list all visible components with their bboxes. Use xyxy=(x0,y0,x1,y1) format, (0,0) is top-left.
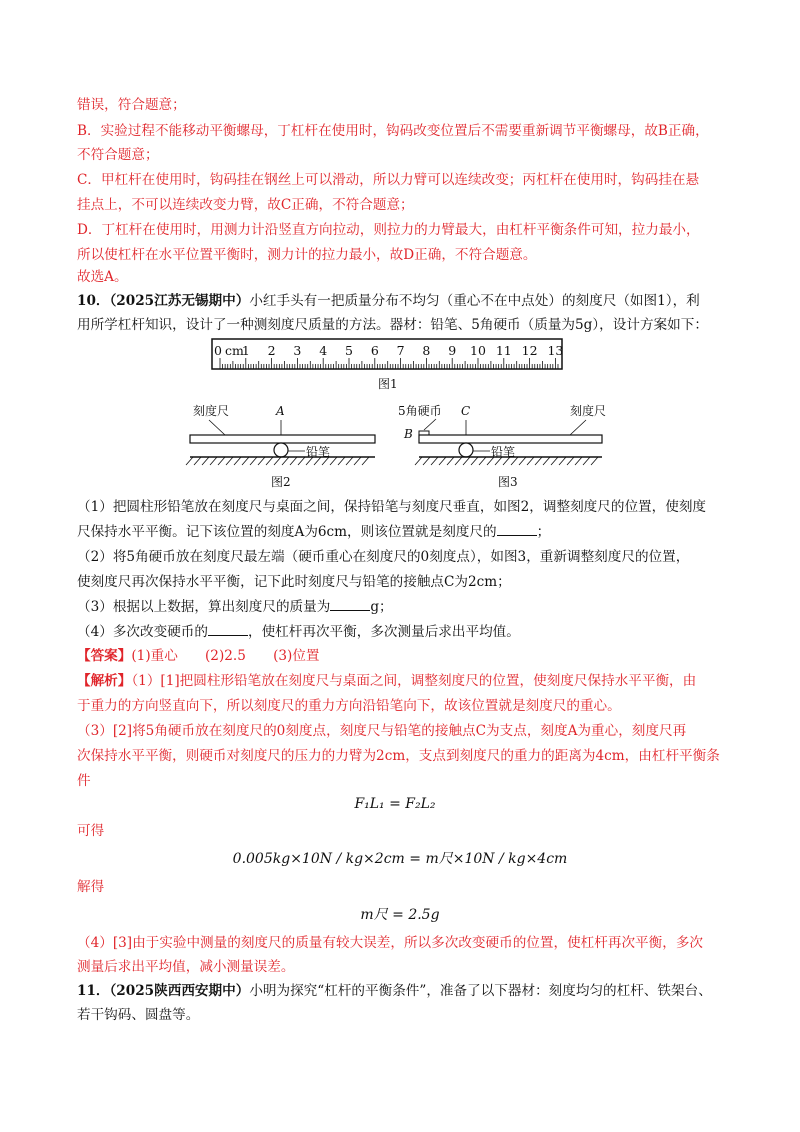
figure-2-point-a: A xyxy=(276,404,285,418)
figure-3 xyxy=(398,400,610,490)
ruler-tick-label: 3 xyxy=(293,343,302,358)
q11-stem-text: 小明为探究“杠杆的平衡条件”，准备了以下器材：刻度均匀的杠杆、铁架台、 xyxy=(249,983,712,999)
ground-hatch xyxy=(362,457,369,465)
figure-3-caption: 图3 xyxy=(498,475,518,489)
ground-hatch xyxy=(543,457,550,465)
figure-3-ruler-label: 刻度尺 xyxy=(570,404,607,418)
p9-line-4: C．甲杠杆在使用时，钩码挂在钢丝上可以滑动，所以力臂可以连续改变；丙杠杆在使用时，钩码挂在悬 xyxy=(77,172,700,188)
q10-step-4 xyxy=(77,621,520,643)
ground-hatch xyxy=(250,457,257,465)
q10-stem-line-1 xyxy=(77,290,700,312)
p9-line-6: D．丁杠杆在使用时，用测力计沿竖直方向拉动，则拉力的力臂最大，由杠杆平衡条件可知，拉力最小， xyxy=(77,222,700,238)
ruler-tick-label: 2 xyxy=(267,343,276,358)
q10-analysis-4: 次保持水平平衡，则硬币对刻度尺的压力的力臂为2cm，支点到刻度尺的重力的距离为4cm，由杠杆平衡条 xyxy=(77,748,720,764)
p9-line-8: 故选A。 xyxy=(77,269,128,285)
q10-blank-3[interactable] xyxy=(208,623,248,636)
ruler-unit-label: cm xyxy=(225,343,244,358)
ground-hatch xyxy=(551,457,558,465)
ground-hatch xyxy=(447,457,454,465)
ground-hatch xyxy=(218,457,225,465)
q10-step-1b-text: 尺保持水平平衡。记下该位置的刻度A为6cm，则该位置就是刻度尺的 xyxy=(77,524,497,540)
q10-analysis-2: 于重力的方向竖直向下，所以刻度尺的重力方向沿铅笔向下，故该位置就是刻度尺的重心。 xyxy=(77,698,621,714)
figure-2-caption: 图2 xyxy=(271,475,291,489)
ruler-tick-label: 9 xyxy=(448,343,457,358)
ground-hatch xyxy=(575,457,582,465)
ground-hatch xyxy=(258,457,265,465)
ground-hatch xyxy=(591,457,598,465)
ground-hatch xyxy=(439,457,446,465)
q10-stem-text: 小红手头有一把质量分布不均匀（重心不在中点处）的刻度尺（如图1），利 xyxy=(249,293,700,309)
ground-hatch xyxy=(338,457,345,465)
figure-2-ruler-label: 刻度尺 xyxy=(193,404,230,418)
q10-analysis-1 xyxy=(77,670,696,692)
figure-2-pencil-label: 铅笔 xyxy=(306,445,331,459)
q10-step-3 xyxy=(77,596,393,618)
q11-number: 11． xyxy=(77,983,110,999)
ground-hatch xyxy=(567,457,574,465)
q10-step-4-text: （4）多次改变硬币的 xyxy=(77,624,208,640)
q10-step-3-end: g； xyxy=(370,599,393,615)
p9-line-7: 所以使杠杆在水平位置平衡时，测力计的拉力最小，故D正确，不符合题意。 xyxy=(77,247,537,263)
q10-step-1b-end: ； xyxy=(536,524,551,540)
answer-tag: 【答案】 xyxy=(77,648,132,664)
ground-hatch xyxy=(266,457,273,465)
analysis-text-1: （1）[1]把圆柱形铅笔放在刻度尺与桌面之间，调整刻度尺的位置，使刻度尺保持水平平衡，由 xyxy=(131,673,697,689)
ground-hatch xyxy=(455,457,462,465)
q10-jiede: 解得 xyxy=(77,879,105,895)
figure-3-coin-label: 5角硬币 xyxy=(398,404,442,418)
q10-blank-2[interactable] xyxy=(330,598,370,611)
p9-line-3: 不符合题意； xyxy=(77,147,159,163)
ground-hatch xyxy=(298,457,305,465)
figure-2 xyxy=(185,400,380,490)
ground-hatch xyxy=(559,457,566,465)
analysis-tag: 【解析】 xyxy=(77,673,132,689)
figure-3-point-c: C xyxy=(461,404,471,418)
q10-step-1b xyxy=(77,521,550,543)
ground-hatch xyxy=(346,457,353,465)
p9-line-2: B．实验过程不能移动平衡螺母，丁杠杆在使用时，钩码改变位置后不需要重新调节平衡螺母，故B正确， xyxy=(77,123,709,139)
q11-source: （2025陕西西安期中） xyxy=(109,983,250,999)
ground-hatch xyxy=(186,457,193,465)
q10-analysis-7: 测量后求出平均值，减小测量误差。 xyxy=(77,959,295,975)
q10-analysis-5: 件 xyxy=(77,773,91,789)
ruler-tick-label: 6 xyxy=(370,343,379,358)
ground-hatch xyxy=(423,457,430,465)
p9-line-1: 错误，符合题意； xyxy=(77,97,186,113)
q10-step-2a: （2）将5角硬币放在刻度尺最左端（硬币重心在刻度尺的0刻度点），如图3，重新调整刻度尺的位置， xyxy=(77,549,690,565)
ruler-tick-label: 12 xyxy=(521,343,538,358)
ruler-tick-label: 5 xyxy=(345,343,353,358)
ruler-tick-label-zero: 0 xyxy=(214,343,222,358)
ruler-tick-label: 7 xyxy=(396,343,405,358)
figure-1-caption: 图1 xyxy=(378,377,398,391)
ground-hatch xyxy=(282,457,289,465)
figure-3-pencil-label: 铅笔 xyxy=(491,445,516,459)
q10-answer xyxy=(77,645,320,667)
ruler-tick-label: 10 xyxy=(470,343,486,358)
ground-hatch xyxy=(202,457,209,465)
q10-number: 10． xyxy=(77,293,110,309)
ground-hatch xyxy=(431,457,438,465)
figure-1-ruler xyxy=(208,336,568,398)
q10-analysis-3: （3）[2]将5角硬币放在刻度尺的0刻度点，刻度尺与铅笔的接触点C为支点，刻度A为重心，刻度尺再 xyxy=(77,723,687,739)
ground-hatch xyxy=(519,457,526,465)
formula-lever-balance: F₁L₁ = F₂L₂ xyxy=(354,796,436,812)
ruler-tick-label: 1 xyxy=(241,343,250,358)
q10-step-2b: 使刻度尺再次保持水平平衡，记下此时刻度尺与铅笔的接触点C为2cm； xyxy=(77,574,511,590)
coin xyxy=(419,431,429,435)
ruler-tick-label: 11 xyxy=(495,343,512,358)
ground-hatch xyxy=(242,457,249,465)
answer-text: (1)重心 (2)2.5 (3)位置 xyxy=(131,648,320,664)
ground-hatch xyxy=(415,457,422,465)
ruler-tick-label: 4 xyxy=(319,343,328,358)
ground-hatch xyxy=(274,457,281,465)
ground-hatch xyxy=(463,457,470,465)
formula-result: m尺 = 2.5g xyxy=(360,907,440,923)
q10-source: （2025江苏无锡期中） xyxy=(109,293,250,309)
q10-blank-1[interactable] xyxy=(497,523,537,536)
ground-hatch xyxy=(194,457,201,465)
q11-stem-line-1 xyxy=(77,980,712,1002)
ground-hatch xyxy=(527,457,534,465)
ground-hatch xyxy=(583,457,590,465)
ground-hatch xyxy=(479,457,486,465)
ground-hatch xyxy=(535,457,542,465)
q10-stem-line-2: 用所学杠杆知识，设计了一种测刻度尺质量的方法。器材：铅笔、5角硬币（质量为5g），设计方案如下： xyxy=(77,317,708,333)
q10-kede: 可得 xyxy=(77,823,105,839)
ground-hatch xyxy=(234,457,241,465)
q10-step-4-end: ，使杠杆再次平衡，多次测量后求出平均值。 xyxy=(248,624,520,640)
ground-hatch xyxy=(330,457,337,465)
q10-analysis-6: （4）[3]由于实验中测量的刻度尺的质量有较大误差，所以多次改变硬币的位置，使杠杆再次平衡，多次 xyxy=(77,935,704,951)
ground-hatch xyxy=(210,457,217,465)
figure-3-point-b: B xyxy=(404,427,413,441)
ground-hatch xyxy=(471,457,478,465)
ruler-tick-label: 13 xyxy=(547,343,564,358)
q10-step-1a: （1）把圆柱形铅笔放在刻度尺与桌面之间，保持铅笔与刻度尺垂直，如图2，调整刻度尺的位置，使刻度 xyxy=(77,499,707,515)
ground-hatch xyxy=(354,457,361,465)
q11-stem-line-2: 若干钩码、圆盘等。 xyxy=(77,1007,200,1023)
ground-hatch xyxy=(290,457,297,465)
formula-substitution: 0.005kg×10N / kg×2cm = m尺×10N / kg×4cm xyxy=(232,851,568,867)
ground-hatch xyxy=(226,457,233,465)
q10-step-3-text: （3）根据以上数据，算出刻度尺的质量为 xyxy=(77,599,331,615)
ruler-tick-label: 8 xyxy=(422,343,431,358)
p9-line-5: 挂点上，不可以连续改变力臂，故C正确，不符合题意； xyxy=(77,197,414,213)
